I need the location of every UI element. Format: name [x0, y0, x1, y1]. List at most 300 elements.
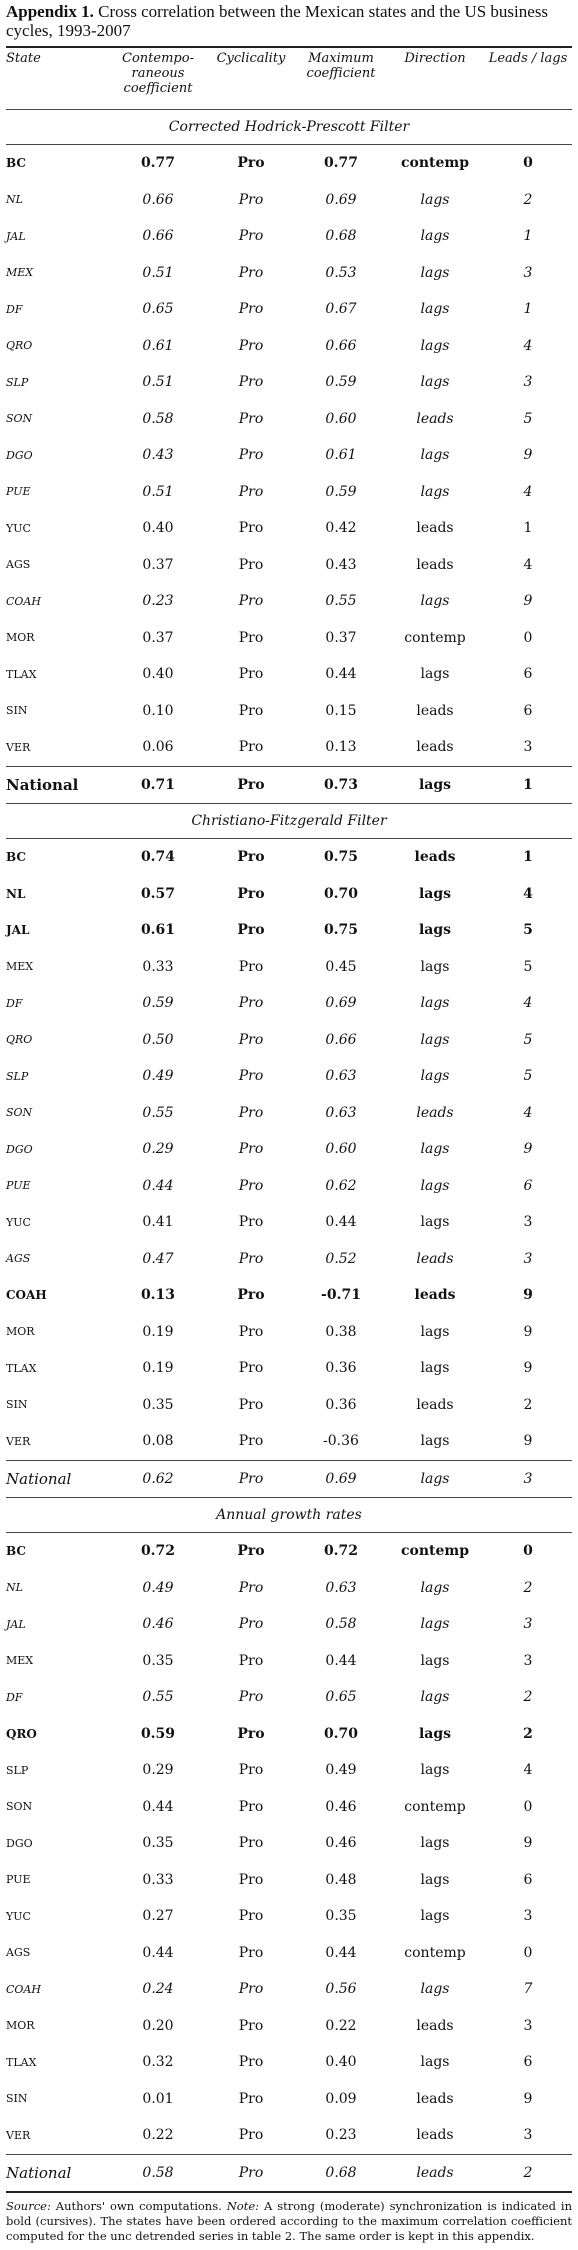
cyclicality-cell: Pro [238, 483, 264, 500]
maximum-cell: 0.77 [323, 155, 359, 172]
cyclicality-cell: Pro [238, 1908, 264, 1925]
state-cell: DGO [6, 1836, 33, 1850]
direction-cell: contemp [404, 1798, 466, 1815]
direction-cell: lags [420, 1908, 450, 1925]
cyclicality-cell: Pro [238, 1177, 264, 1194]
leads-lags-cell: 2 [523, 1689, 533, 1706]
table-row [6, 839, 572, 876]
contemporaneous-cell: 0.61 [142, 337, 174, 354]
table-row [6, 1058, 572, 1095]
state-cell: DGO [6, 448, 33, 462]
direction-cell: lags [420, 1652, 450, 1669]
table-row [6, 291, 572, 328]
leads-lags-cell: 3 [523, 1250, 533, 1267]
direction-cell: lags [420, 958, 450, 975]
leads-lags-cell: 4 [523, 1762, 533, 1779]
state-cell: DF [6, 996, 23, 1010]
table-row [6, 912, 572, 949]
contemporaneous-cell: 0.71 [140, 776, 176, 793]
table-row [6, 1971, 572, 2008]
leads-lags-cell: 4 [523, 885, 533, 902]
leads-lags-cell: 4 [523, 556, 533, 573]
leads-lags-cell: 3 [523, 739, 533, 756]
state-cell: VER [6, 2128, 31, 2142]
contemporaneous-cell: 0.59 [140, 1725, 176, 1742]
contemporaneous-cell: 0.24 [142, 1981, 174, 1998]
state-cell: MOR [6, 631, 35, 645]
direction-cell: leads [416, 1396, 454, 1413]
maximum-cell: 0.66 [325, 337, 357, 354]
section-title: Annual growth rates [216, 1507, 362, 1523]
direction-cell: leads [416, 556, 454, 573]
cyclicality-cell: Pro [238, 995, 264, 1012]
cyclicality-cell: Pro [238, 1433, 264, 1450]
table-row [6, 1679, 572, 1716]
maximum-cell: 0.58 [325, 1616, 357, 1633]
leads-lags-cell: 5 [523, 1031, 533, 1048]
leads-lags-cell: 4 [523, 1104, 533, 1121]
direction-cell: leads [416, 702, 454, 719]
contemporaneous-cell: 0.44 [142, 1944, 174, 1961]
contemporaneous-cell: 0.35 [142, 1652, 174, 1669]
leads-lags-cell: 2 [523, 1725, 533, 1742]
maximum-cell: -0.71 [321, 1287, 361, 1304]
cyclicality-cell: Pro [238, 520, 264, 537]
contemporaneous-cell: 0.47 [142, 1250, 174, 1267]
leads-lags-cell: 2 [523, 1579, 533, 1596]
table-row [6, 1716, 572, 1753]
contemporaneous-cell: 0.51 [142, 483, 174, 500]
table-row [6, 729, 572, 766]
contemporaneous-cell: 0.32 [142, 2054, 174, 2071]
contemporaneous-cell: 0.19 [142, 1323, 174, 1340]
contemporaneous-cell: 0.41 [142, 1214, 174, 1231]
cyclicality-cell: Pro [237, 1287, 265, 1304]
contemporaneous-cell: 0.44 [142, 1177, 174, 1194]
contemporaneous-cell: 0.27 [142, 1908, 174, 1925]
cyclicality-cell: Pro [238, 1652, 264, 1669]
cyclicality-cell: Pro [238, 2017, 264, 2034]
direction-cell: lags [420, 2054, 450, 2071]
direction-cell: contemp [400, 155, 470, 172]
leads-lags-cell: 1 [523, 301, 533, 318]
table-row [6, 1825, 572, 1862]
table-header [6, 48, 572, 109]
contemporaneous-cell: 0.06 [142, 739, 174, 756]
leads-lags-cell: 6 [523, 1177, 533, 1194]
state-cell: National [6, 2163, 72, 2182]
maximum-cell: 0.40 [325, 2054, 357, 2071]
state-cell: MEX [6, 960, 34, 974]
state-cell: JAL [6, 229, 26, 243]
state-cell: SIN [6, 2092, 28, 2106]
maximum-cell: 0.59 [325, 374, 357, 391]
leads-lags-cell: 3 [523, 264, 533, 281]
state-cell: QRO [6, 339, 33, 353]
leads-lags-cell: 5 [523, 410, 533, 427]
direction-cell: lags [420, 1579, 450, 1596]
state-cell: COAH [6, 1288, 47, 1303]
maximum-cell: 0.73 [323, 776, 359, 793]
maximum-cell: 0.42 [325, 520, 357, 537]
cyclicality-cell: Pro [238, 1579, 264, 1596]
leads-lags-cell: 4 [523, 483, 533, 500]
leads-lags-cell: 6 [523, 702, 533, 719]
table-row [6, 693, 572, 730]
cyclicality-cell: Pro [238, 1616, 264, 1633]
maximum-cell: 0.46 [325, 1798, 357, 1815]
maximum-cell: 0.38 [325, 1323, 357, 1340]
contemporaneous-cell: 0.19 [142, 1360, 174, 1377]
table-row [6, 1461, 572, 1498]
cyclicality-cell: Pro [238, 1762, 264, 1779]
table-row [6, 1387, 572, 1424]
direction-cell: leads [416, 520, 454, 537]
state-cell: MEX [6, 266, 34, 280]
contemporaneous-cell: 0.50 [142, 1031, 174, 1048]
cyclicality-cell: Pro [238, 1396, 264, 1413]
header-leads-lags: Leads / lags [488, 51, 568, 66]
table-row [6, 1533, 572, 1570]
cyclicality-cell: Pro [238, 1360, 264, 1377]
state-cell: QRO [6, 1726, 37, 1741]
table-row [6, 1168, 572, 1205]
direction-cell: contemp [404, 629, 466, 646]
cyclicality-cell: Pro [238, 1323, 264, 1340]
table-body [6, 109, 572, 2191]
maximum-cell: 0.46 [325, 1835, 357, 1852]
table-row [6, 1131, 572, 1168]
direction-cell: lags [418, 885, 452, 902]
direction-cell: leads [416, 410, 454, 427]
state-cell: JAL [6, 923, 30, 938]
table-row [6, 2044, 572, 2081]
state-cell: BC [6, 156, 26, 171]
maximum-cell: 0.49 [325, 1762, 357, 1779]
cyclicality-cell: Pro [238, 374, 264, 391]
direction-cell: lags [420, 191, 450, 208]
table-row [6, 364, 572, 401]
maximum-cell: 0.63 [325, 1068, 357, 1085]
direction-cell: lags [420, 1214, 450, 1231]
state-cell: SON [6, 412, 33, 426]
leads-lags-cell: 9 [523, 1141, 533, 1158]
table-row [6, 2117, 572, 2154]
cyclicality-cell: Pro [238, 1141, 264, 1158]
direction-cell: leads [414, 849, 456, 866]
table-row [6, 1350, 572, 1387]
maximum-cell: 0.15 [325, 702, 357, 719]
contemporaneous-cell: 0.57 [140, 885, 176, 902]
table-row [6, 620, 572, 657]
leads-lags-cell: 3 [523, 1214, 533, 1231]
maximum-cell: 0.63 [325, 1104, 357, 1121]
direction-cell: lags [420, 995, 450, 1012]
table-row [6, 985, 572, 1022]
maximum-cell: 0.75 [323, 849, 359, 866]
state-cell: DF [6, 302, 23, 316]
maximum-cell: 0.53 [325, 264, 357, 281]
leads-lags-cell: 9 [523, 593, 533, 610]
state-cell: TLAX [6, 2055, 37, 2069]
state-cell: SON [6, 1106, 33, 1120]
state-cell: BC [6, 1544, 26, 1559]
contemporaneous-cell: 0.58 [142, 2164, 174, 2181]
table-row [6, 1752, 572, 1789]
contemporaneous-cell: 0.22 [142, 2127, 174, 2144]
leads-lags-cell: 1 [523, 776, 533, 793]
state-cell: DGO [6, 1142, 33, 1156]
leads-lags-cell: 7 [523, 1981, 533, 1998]
direction-cell: leads [416, 2127, 454, 2144]
maximum-cell: 0.52 [325, 1250, 357, 1267]
cyclicality-cell: Pro [237, 155, 265, 172]
direction-cell: lags [420, 1616, 450, 1633]
contemporaneous-cell: 0.49 [142, 1068, 174, 1085]
table-row [6, 547, 572, 584]
maximum-cell: 0.69 [325, 191, 357, 208]
state-cell: YUC [6, 1909, 31, 1923]
contemporaneous-cell: 0.23 [142, 593, 174, 610]
state-cell: QRO [6, 1033, 33, 1047]
state-cell: AGS [6, 1946, 31, 1960]
cyclicality-cell: Pro [238, 337, 264, 354]
state-cell: MOR [6, 1325, 35, 1339]
cyclicality-cell: Pro [238, 556, 264, 573]
table-row [6, 656, 572, 693]
direction-cell: leads [416, 1104, 454, 1121]
table-row [6, 474, 572, 511]
leads-lags-cell: 2 [523, 2164, 533, 2181]
maximum-cell: 0.70 [323, 885, 359, 902]
contemporaneous-cell: 0.29 [142, 1141, 174, 1158]
leads-lags-cell: 1 [523, 520, 533, 537]
leads-lags-cell: 0 [523, 629, 533, 646]
table-row [6, 583, 572, 620]
cyclicality-cell: Pro [238, 1835, 264, 1852]
contemporaneous-cell: 0.43 [142, 447, 174, 464]
direction-cell: lags [420, 1141, 450, 1158]
contemporaneous-cell: 0.35 [142, 1396, 174, 1413]
contemporaneous-cell: 0.01 [142, 2090, 174, 2107]
cyclicality-cell: Pro [238, 2054, 264, 2071]
maximum-cell: 0.65 [325, 1689, 357, 1706]
direction-cell: lags [420, 228, 450, 245]
cyclicality-cell: Pro [238, 1798, 264, 1815]
direction-cell: leads [416, 2164, 454, 2181]
state-cell: YUC [6, 521, 31, 535]
contemporaneous-cell: 0.51 [142, 264, 174, 281]
maximum-cell: 0.63 [325, 1579, 357, 1596]
leads-lags-cell: 9 [523, 1287, 533, 1304]
table-row [6, 767, 572, 804]
contemporaneous-cell: 0.59 [142, 995, 174, 1012]
contemporaneous-cell: 0.37 [142, 629, 174, 646]
table-row [6, 401, 572, 438]
leads-lags-cell: 3 [523, 1616, 533, 1633]
contemporaneous-cell: 0.37 [142, 556, 174, 573]
table-row [6, 1643, 572, 1680]
contemporaneous-cell: 0.44 [142, 1798, 174, 1815]
direction-cell: contemp [404, 1944, 466, 1961]
contemporaneous-cell: 0.33 [142, 958, 174, 975]
state-cell: National [6, 1469, 72, 1488]
maximum-cell: 0.44 [325, 1944, 357, 1961]
direction-cell: lags [420, 593, 450, 610]
direction-cell: leads [416, 2090, 454, 2107]
leads-lags-cell: 0 [523, 1543, 533, 1560]
contemporaneous-cell: 0.13 [140, 1287, 176, 1304]
maximum-cell: 0.13 [325, 739, 357, 756]
note-text: A strong (moderate) synchronization is indicated in bold (cursives). The states have been ordered according to the maximum correlation coefficient computed for the unc detrended series in table 2. The same order is kept in this appendix. [6, 2199, 573, 2243]
maximum-cell: 0.36 [325, 1396, 357, 1413]
direction-cell: lags [420, 1762, 450, 1779]
table-row [6, 1570, 572, 1607]
direction-cell: lags [420, 483, 450, 500]
maximum-cell: 0.69 [325, 1470, 357, 1487]
leads-lags-cell: 3 [523, 1908, 533, 1925]
direction-cell: lags [420, 1871, 450, 1888]
state-cell: SLP [6, 375, 29, 389]
cyclicality-cell: Pro [238, 2164, 264, 2181]
state-cell: VER [6, 1434, 31, 1448]
contemporaneous-cell: 0.65 [142, 301, 174, 318]
direction-cell: lags [420, 1360, 450, 1377]
table-row [6, 949, 572, 986]
maximum-cell: 0.60 [325, 1141, 357, 1158]
maximum-cell: 0.70 [323, 1725, 359, 1742]
header-maximum: Maximum coefficient [306, 51, 376, 81]
cyclicality-cell: Pro [238, 739, 264, 756]
leads-lags-cell: 1 [523, 228, 533, 245]
state-cell: AGS [6, 1252, 31, 1266]
leads-lags-cell: 9 [523, 1835, 533, 1852]
cyclicality-cell: Pro [238, 666, 264, 683]
leads-lags-cell: 2 [523, 191, 533, 208]
contemporaneous-cell: 0.10 [142, 702, 174, 719]
contemporaneous-cell: 0.66 [142, 191, 174, 208]
state-cell: MEX [6, 1654, 34, 1668]
direction-cell: lags [420, 1835, 450, 1852]
maximum-cell: 0.68 [325, 228, 357, 245]
leads-lags-cell: 0 [523, 1944, 533, 1961]
leads-lags-cell: 3 [523, 374, 533, 391]
cyclicality-cell: Pro [238, 1871, 264, 1888]
contemporaneous-cell: 0.33 [142, 1871, 174, 1888]
table-row [6, 1277, 572, 1314]
maximum-cell: 0.55 [325, 593, 357, 610]
table-title [6, 0, 572, 40]
cyclicality-cell: Pro [238, 702, 264, 719]
leads-lags-cell: 6 [523, 2054, 533, 2071]
state-cell: JAL [6, 1617, 26, 1631]
direction-cell: leads [414, 1287, 456, 1304]
state-cell: PUE [6, 485, 31, 499]
maximum-cell: 0.68 [325, 2164, 357, 2181]
table-row [6, 2081, 572, 2118]
cyclicality-cell: Pro [238, 447, 264, 464]
maximum-cell: 0.43 [325, 556, 357, 573]
cyclicality-cell: Pro [238, 264, 264, 281]
leads-lags-cell: 3 [523, 1652, 533, 1669]
table-row [6, 145, 572, 182]
leads-lags-cell: 3 [523, 2127, 533, 2144]
title-text: Cross correlation between the Mexican states and the US business cycles, 1993-2007 [6, 2, 549, 40]
state-cell: SIN [6, 704, 28, 718]
maximum-cell: 0.44 [325, 1652, 357, 1669]
cyclicality-cell: Pro [238, 410, 264, 427]
maximum-cell: 0.60 [325, 410, 357, 427]
contemporaneous-cell: 0.35 [142, 1835, 174, 1852]
contemporaneous-cell: 0.58 [142, 410, 174, 427]
leads-lags-cell: 3 [523, 1470, 533, 1487]
table-row [6, 1423, 572, 1460]
state-cell: NL [6, 1581, 23, 1595]
state-cell: COAH [6, 594, 41, 608]
direction-cell: lags [418, 1725, 452, 1742]
direction-cell: lags [420, 1689, 450, 1706]
state-cell: National [6, 775, 79, 794]
state-cell: VER [6, 740, 31, 754]
direction-cell: lags [420, 374, 450, 391]
direction-cell: leads [416, 739, 454, 756]
table-row [6, 1241, 572, 1278]
contemporaneous-cell: 0.62 [142, 1470, 174, 1487]
state-cell: NL [6, 886, 26, 901]
state-cell: SLP [6, 1763, 29, 1777]
state-cell: AGS [6, 558, 31, 572]
table-row [6, 1935, 572, 1972]
leads-lags-cell: 9 [523, 447, 533, 464]
maximum-cell: 0.59 [325, 483, 357, 500]
direction-cell: lags [420, 1981, 450, 1998]
cyclicality-cell: Pro [238, 191, 264, 208]
section-title: Christiano-Fitzgerald Filter [191, 813, 387, 829]
cyclicality-cell: Pro [238, 1214, 264, 1231]
leads-lags-cell: 0 [523, 155, 533, 172]
maximum-cell: 0.36 [325, 1360, 357, 1377]
maximum-cell: 0.35 [325, 1908, 357, 1925]
contemporaneous-cell: 0.55 [142, 1104, 174, 1121]
note-label: Note: [226, 2199, 260, 2213]
direction-cell: lags [420, 1031, 450, 1048]
contemporaneous-cell: 0.74 [140, 849, 176, 866]
direction-cell: lags [420, 301, 450, 318]
maximum-cell: 0.67 [325, 301, 357, 318]
direction-cell: leads [416, 1250, 454, 1267]
cyclicality-cell: Pro [238, 1104, 264, 1121]
maximum-cell: 0.56 [325, 1981, 357, 1998]
header-direction: Direction [404, 51, 466, 66]
cyclicality-cell: Pro [238, 1470, 264, 1487]
cyclicality-cell: Pro [237, 922, 265, 939]
leads-lags-cell: 6 [523, 666, 533, 683]
contemporaneous-cell: 0.40 [142, 666, 174, 683]
maximum-cell: 0.75 [323, 922, 359, 939]
table-row [6, 1314, 572, 1351]
table-row [6, 876, 572, 913]
cyclicality-cell: Pro [237, 1543, 265, 1560]
cyclicality-cell: Pro [238, 629, 264, 646]
table-row [6, 182, 572, 219]
maximum-cell: 0.45 [325, 958, 357, 975]
contemporaneous-cell: 0.46 [142, 1616, 174, 1633]
direction-cell: lags [420, 1177, 450, 1194]
section-title: Corrected Hodrick-Prescott Filter [168, 119, 410, 135]
direction-cell: lags [420, 1470, 450, 1487]
cyclicality-cell: Pro [237, 776, 265, 793]
state-cell: PUE [6, 1179, 31, 1193]
